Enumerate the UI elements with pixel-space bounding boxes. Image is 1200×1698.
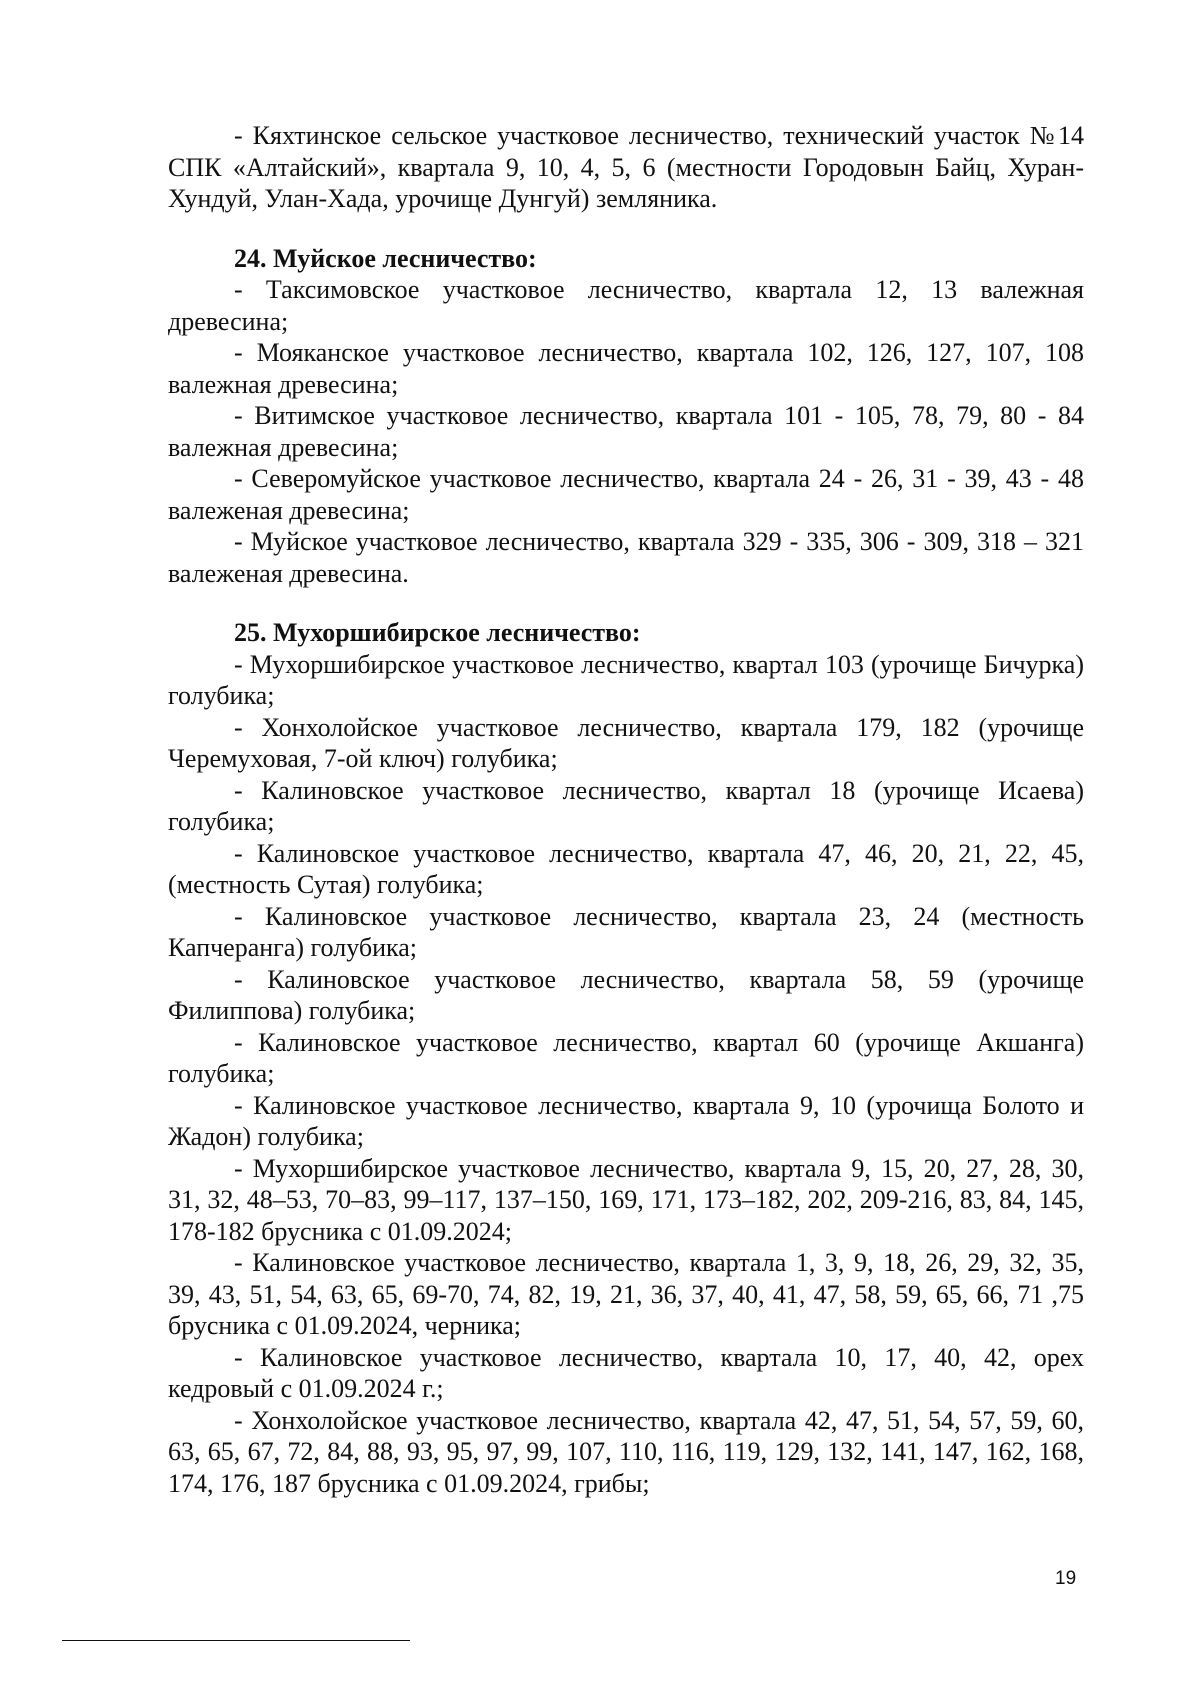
list-item: - Калиновское участковое лесничество, квартал 18 (урочище Исаева) голубика; — [168, 775, 1084, 836]
list-item: - Мухоршибирское участковое лесничество, квартал 103 (урочище Бичурка) голубика; — [168, 649, 1084, 710]
list-item: - Калиновское участковое лесничество, квартала 47, 46, 20, 21, 22, 45, (местность Сутая) голубика; — [168, 838, 1084, 899]
page-number: 19 — [1055, 1568, 1077, 1589]
spacer — [168, 589, 1084, 617]
list-item: - Калиновское участковое лесничество, квартала 10, 17, 40, 42, орех кедровый с 01.09.2024 г.; — [168, 1342, 1084, 1403]
list-item: - Хонхолойское участковое лесничество, квартала 42, 47, 51, 54, 57, 59, 60, 63, 65, 67, 72, 84, 88, 93, 95, 97, 99, 107, 110, 116, 119, 129, 132, 141, 147, 162, 168, 174, 176, 187 брусника с 01.09.2024, грибы; — [168, 1405, 1084, 1498]
list-item: - Калиновское участковое лесничество, квартала 58, 59 (урочище Филиппова) голубика; — [168, 964, 1084, 1025]
list-item: - Витимское участковое лесничество, квартала 101 - 105, 78, 79, 80 - 84 валежная древесина; — [168, 401, 1084, 462]
list-item: - Мояканское участковое лесничество, квартала 102, 126, 127, 107, 108 валежная древесина; — [168, 338, 1084, 399]
list-item: - Хонхолойское участковое лесничество, квартала 179, 182 (урочище Черемуховая, 7-ой ключ) голубика; — [168, 712, 1084, 773]
list-item: - Калиновское участковое лесничество, квартала 1, 3, 9, 18, 26, 29, 32, 35, 39, 43, 51, 54, 63, 65, 69-70, 74, 82, 19, 21, 36, 37, 40, 41, 47, 58, 59, 65, 66, 71 ,75 брусника с 01.09.2024, черника; — [168, 1248, 1084, 1340]
footnote-divider — [62, 1640, 410, 1641]
list-item: - Мухоршибирское участковое лесничество, квартала 9, 15, 20, 27, 28, 30, 31, 32, 48–53, 70–83, 99–117, 137–150, 169, 171, 173–182, 202, 209-216, 83, 84, 145, 178-182 брусника с 01.09.2024; — [168, 1153, 1084, 1246]
document-body — [168, 120, 1084, 1499]
list-item: - Калиновское участковое лесничество, квартала 9, 10 (урочища Болото и Жадон) голубика; — [168, 1090, 1084, 1151]
list-item: - Таксимовское участковое лесничество, квартала 12, 13 валежная древесина; — [168, 275, 1084, 336]
section-heading-24: 24. Муйское лесничество: — [234, 243, 537, 273]
list-item: - Калиновское участковое лесничество, квартал 60 (урочище Акшанга) голубика; — [168, 1027, 1084, 1088]
list-item: - Калиновское участковое лесничество, квартала 23, 24 (местность Капчеранга) голубика; — [168, 901, 1084, 962]
list-item: - Северомуйское участковое лесничество, квартала 24 - 26, 31 - 39, 43 - 48 валеженая древесина; — [168, 464, 1084, 525]
paragraph-kyakhta: - Кяхтинское сельское участковое лесничество, технический участок №14 СПК «Алтайский», квартала 9, 10, 4, 5, 6 (местности Городовын Байц, Хуран-Хундуй, Улан-Хада, урочище Дунгуй) земляника. — [168, 121, 1084, 213]
list-item: - Муйское участковое лесничество, квартала 329 - 335, 306 - 309, 318 – 321 валеженая древесина. — [168, 527, 1084, 588]
spacer — [168, 215, 1084, 243]
section-heading-25: 25. Мухоршибирское лесничество: — [234, 618, 641, 647]
